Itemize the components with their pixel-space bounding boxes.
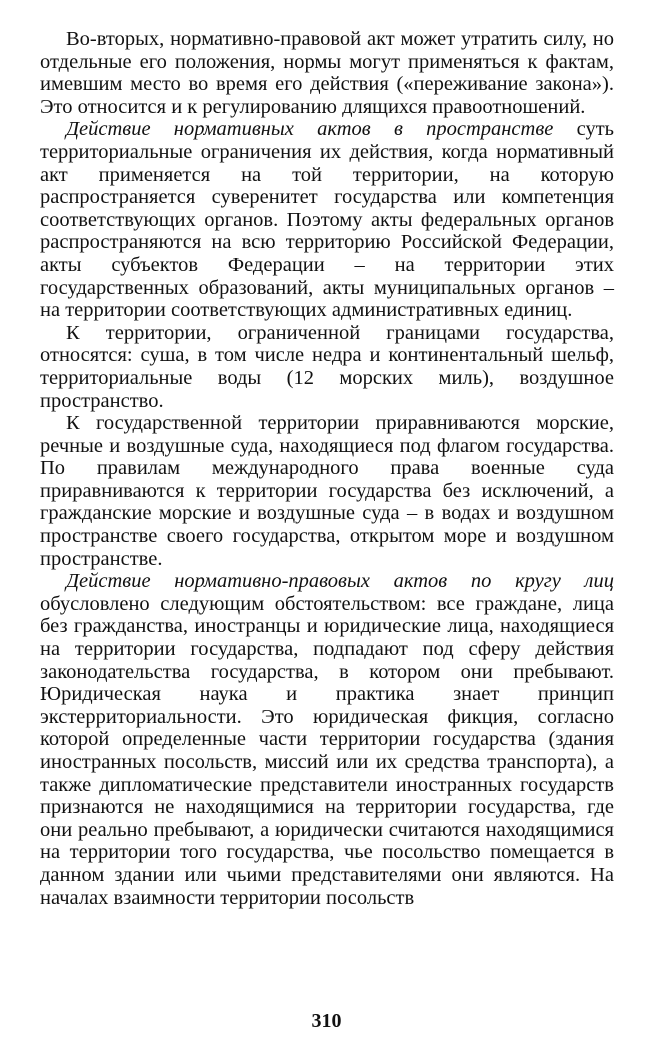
paragraph-4	[40, 412, 614, 570]
paragraph-3	[40, 322, 614, 412]
page-body	[40, 28, 614, 909]
paragraph-4-text: К государственной территории приравниваются морские, речные и воздушные суда, находящиеся под флагом государства. По правилам международного права военные суда приравниваются к территории государства без исключений, а гражданские морские и воздушные суда – в водах и воздушном пространстве своего государства, открытом море и воздушном пространстве.	[40, 412, 614, 570]
paragraph-5-lead: Действие нормативно-правовых актов по кругу лиц	[66, 570, 614, 593]
paragraph-2-text: суть территориальные ограничения их действия, когда нормативный акт применяется на той территории, на которую распространяется суверенитет государства или компетенция соответствующих органов. Поэтому акты федеральных органов распространяются на всю территорию Российской Федерации, акты субъектов Федерации – на территории этих государственных образований, акты муниципальных органов – на территории соответствующих административных единиц.	[40, 118, 614, 322]
page-number: 310	[311, 1010, 342, 1032]
paragraph-2	[40, 118, 614, 321]
paragraph-2-lead: Действие нормативных актов в пространстве	[66, 118, 554, 141]
paragraph-5-text: обусловлено следующим обстоятельством: все граждане, лица без гражданства, иностранцы и юридические лица, находящиеся на территории государства, подпадают под сферу действия законодательства государства, в котором они пребывают. Юридическая наука и практика знает принцип экстерриториальности. Это юридическая фикция, согласно которой определенные части территории государства (здания иностранных посольств, миссий или их средства транспорта), а также дипломатические представители иностранных государств признаются не находящимися на территории государства, где они реально пребывают, а юридически считаются находящимися на территории того государства, чье посольство помещается в данном здании или чьими представителями они являются. На началах взаимности территории посольств	[40, 592, 614, 909]
paragraph-5	[40, 570, 614, 909]
paragraph-1-text: Во-вторых, нормативно-правовой акт может утратить силу, но отдельные его положения, нормы могут применяться к фактам, имевшим место во время его действия («переживание закона»). Это относится и к регулированию длящихся правоотношений.	[40, 28, 614, 118]
paragraph-3-text: К территории, ограниченной границами государства, относятся: суша, в том числе недра и континентальный шельф, территориальные воды (12 морских миль), воздушное пространство.	[40, 321, 614, 412]
paragraph-1	[40, 28, 614, 118]
